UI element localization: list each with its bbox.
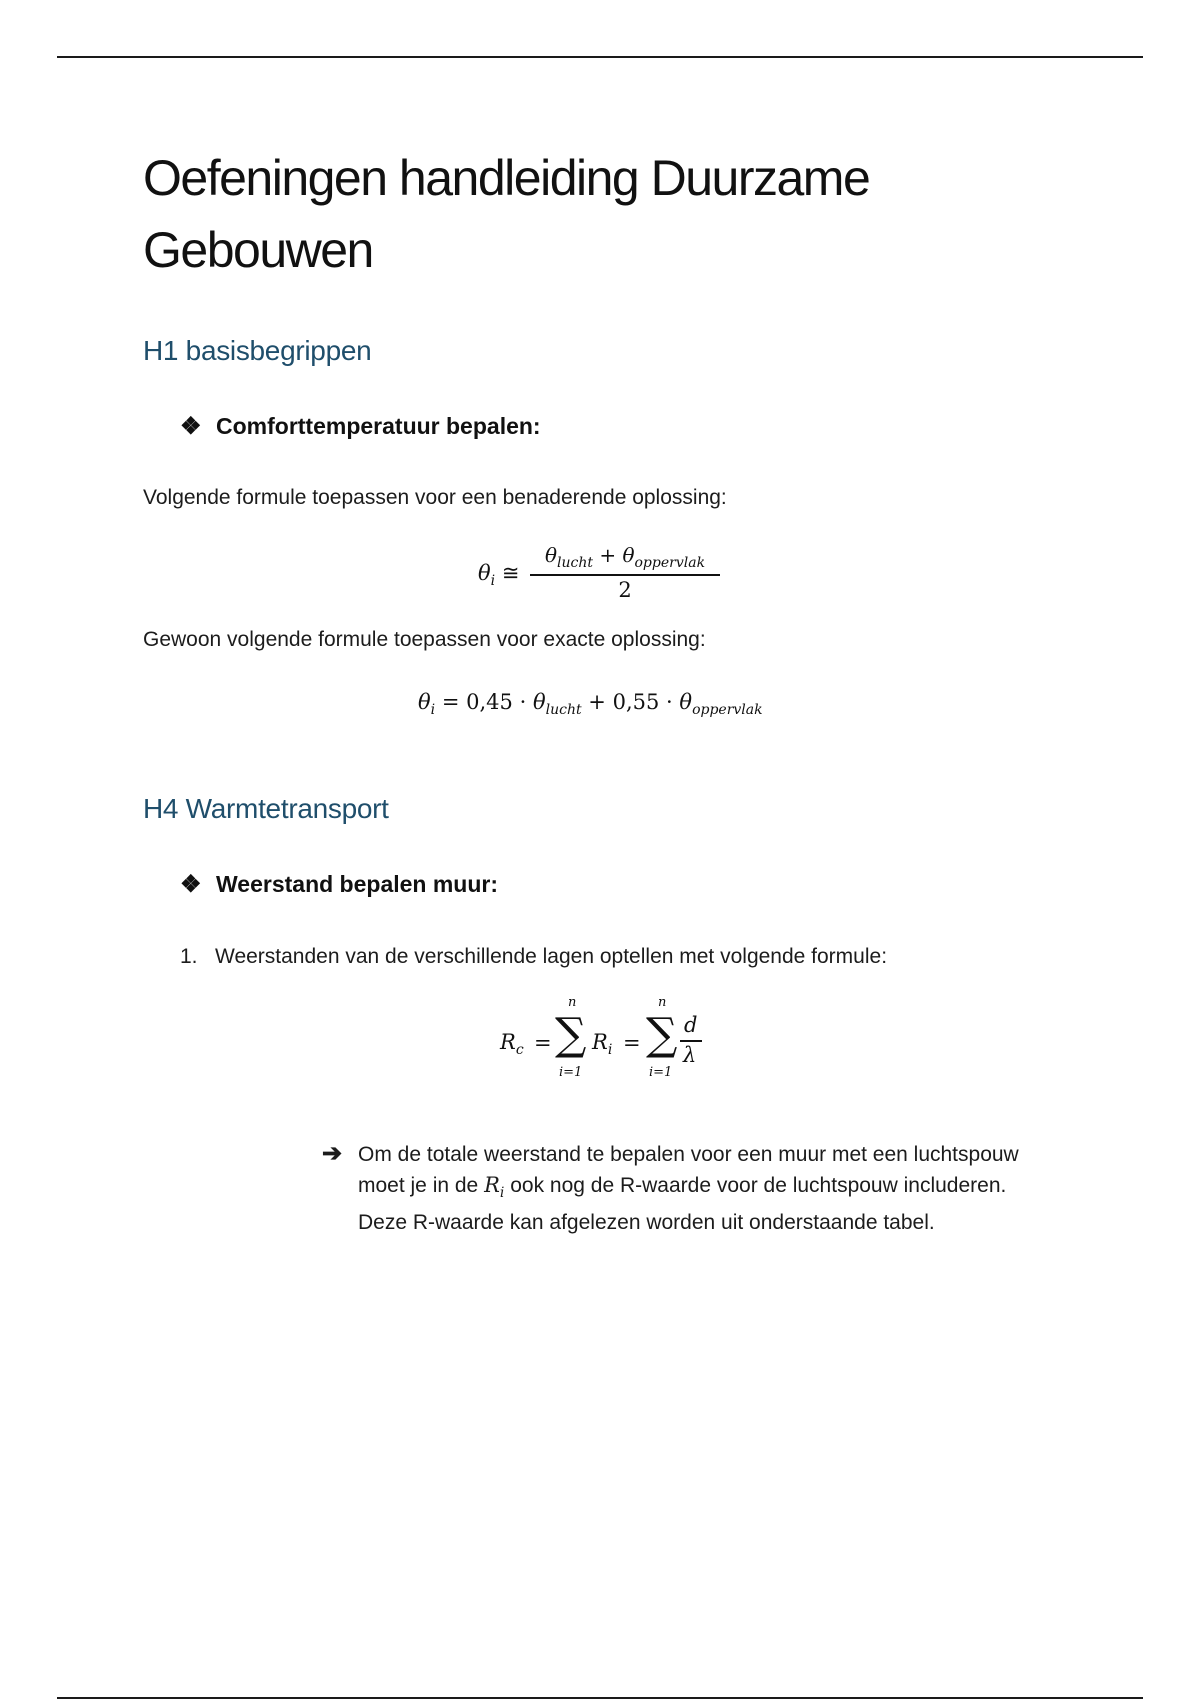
sum-lower-limit: i=1 [559,1065,583,1080]
formula-operator: · [666,690,673,714]
list-item [180,945,887,969]
formula-operator: + [588,690,606,714]
formula-symbol-letter: R [500,1030,516,1054]
fraction-bar [530,574,720,576]
sum-sigma: ∑ [555,1009,587,1060]
fraction-bar [680,1040,702,1042]
section-heading-basisbegrippen: H1 basisbegrippen [143,335,372,366]
formula-relation: ≅ [501,561,520,585]
list-number: 1. [180,945,198,968]
formula-subscript: lucht [545,702,582,718]
note-symbol-subscript: i [499,1185,505,1202]
intro-exact-text: Gewoon volgende formule toepassen voor exacte oplossing: [143,628,706,651]
formula-subscript: i [430,702,436,718]
bullet-weerstand [180,870,498,899]
bottom-rule [57,1697,1143,1699]
sum-upper-limit: n [658,995,667,1010]
formula-subscript: i [607,1042,613,1058]
formula-symbol: θ [622,543,635,567]
formula-symbol: θ [544,543,557,567]
section-heading-warmtetransport: H4 Warmtetransport [143,793,389,824]
sum-sigma: ∑ [646,1009,678,1060]
formula-denominator: 2 [618,578,632,602]
diamond-bullet-icon: ❖ [180,413,202,440]
diamond-bullet-icon: ❖ [180,871,202,898]
formula-subscript: i [490,573,496,589]
formula-sum [500,995,720,1085]
formula-coefficient: 0,45 [466,690,513,714]
formula-term [592,1030,612,1058]
sum-upper-limit: n [568,995,577,1010]
page-title: Oefeningen handleiding Duurzame Gebouwen [143,150,870,278]
top-rule [57,56,1143,58]
formula-symbol-letter: R [592,1030,608,1054]
formula-subscript: lucht [556,555,593,571]
note-text-part: Om de totale weerstand te bepalen voor een muur met een luchtspouw moet je in de [358,1143,1019,1197]
note-luchtspouw [322,1140,1042,1238]
bullet-label: Weerstand bepalen muur: [216,871,499,897]
formula-exact [418,690,763,718]
formula-symbol: θ [532,690,546,714]
formula-symbol: θ [679,690,693,714]
formula-symbol: θ [478,561,491,585]
note-text [358,1140,1042,1238]
note-symbol [484,1173,505,1202]
intro-approx-text: Volgende formule toepassen voor een benaderende oplossing: [143,486,727,509]
formula-operator: · [519,690,527,714]
formula-operator: + [599,543,617,567]
formula-coefficient: 0,55 [612,690,660,714]
sum-lower-limit: i=1 [649,1065,673,1080]
note-text-part: ook nog de R-waarde voor de luchtspouw includeren. Deze R-waarde kan afgelezen worden uit onderstaande tabel. [358,1174,1007,1235]
list-text: Weerstanden van de verschillende lagen optellen met volgende formule: [215,945,888,968]
formula-relation: = [623,1031,641,1055]
formula-relation: = [441,690,460,714]
formula-fraction [530,543,720,602]
arrow-right-icon: ➔ [322,1140,343,1167]
note-symbol-letter: R [484,1173,500,1197]
formula-subscript: c [515,1042,524,1058]
formula-relation: = [534,1031,552,1055]
formula-subscript: oppervlak [692,702,763,718]
formula-symbol: θ [418,690,431,714]
bullet-label: Comforttemperatuur bepalen: [216,413,541,439]
fraction-denominator: λ [683,1043,697,1067]
bullet-comforttemperatuur [180,412,541,441]
formula-subscript: oppervlak [634,555,706,571]
formula-symbol [500,1030,524,1058]
fraction-numerator: d [684,1013,698,1037]
